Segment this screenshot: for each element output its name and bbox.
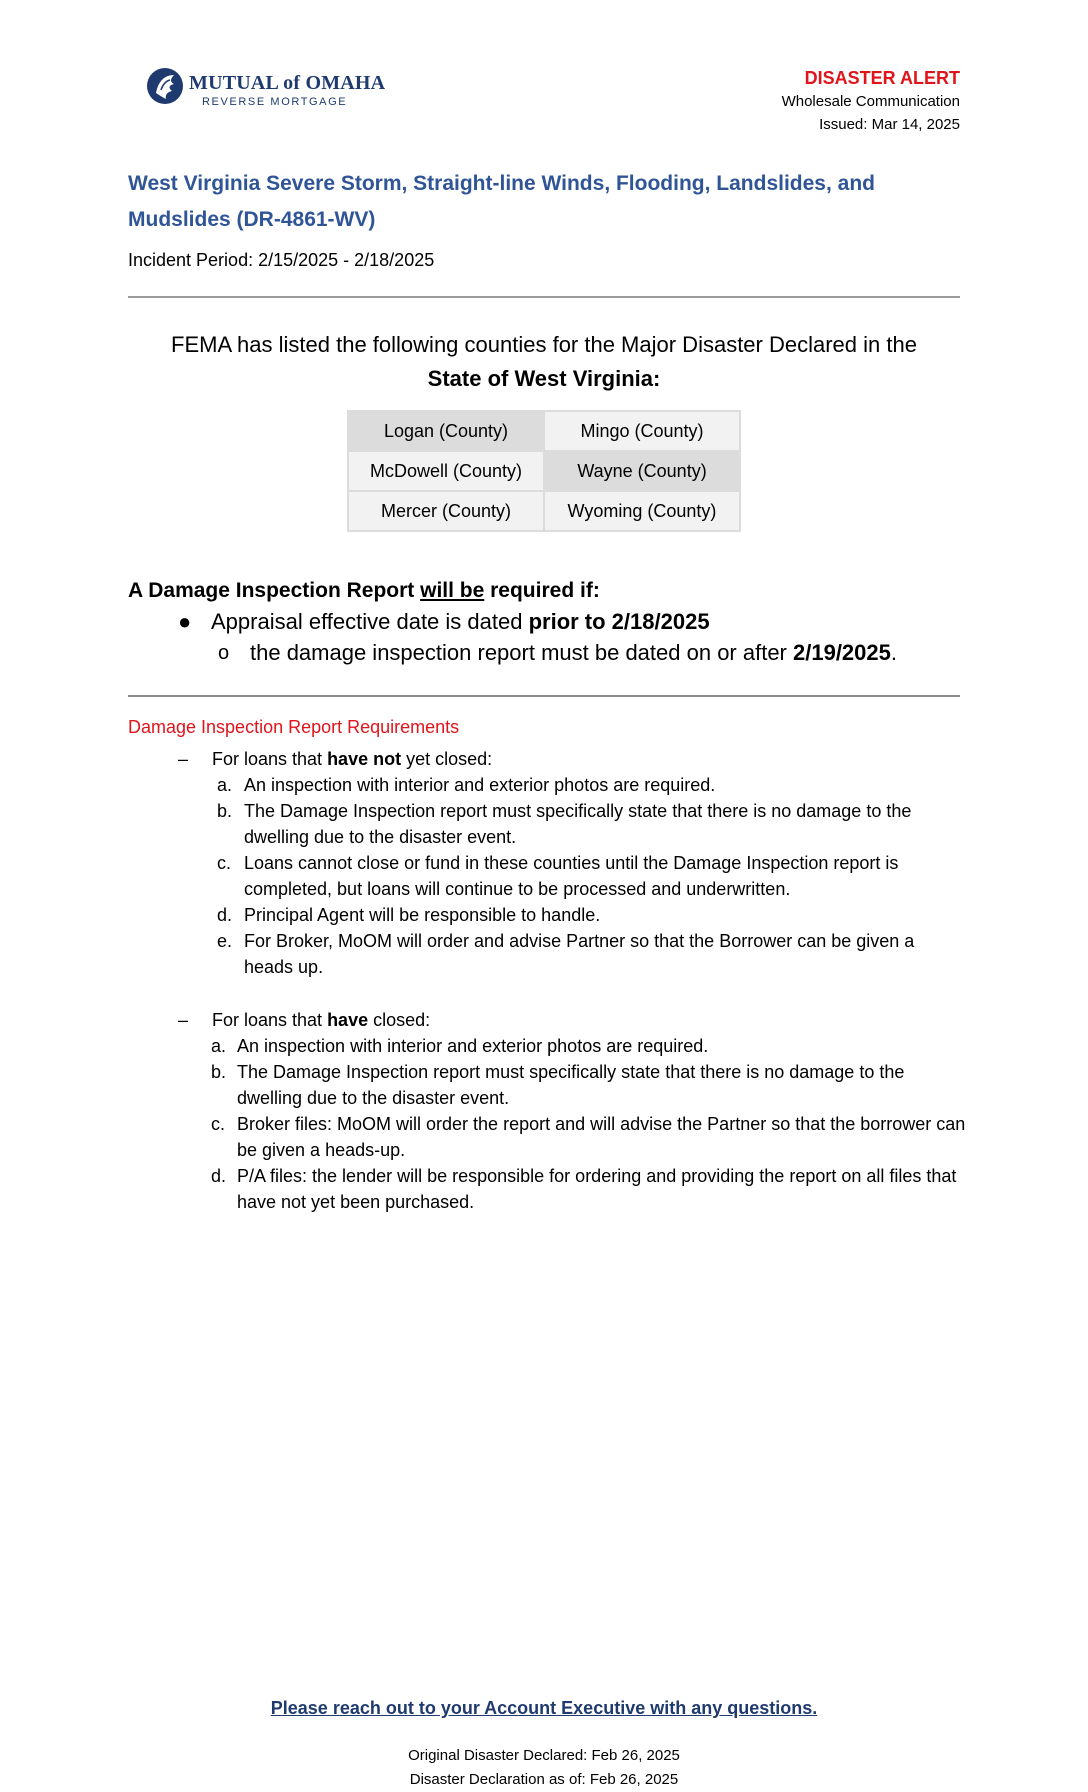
county-cell: Wyoming (County) xyxy=(544,491,740,531)
indian-head-logo-icon xyxy=(145,66,185,106)
contact-account-executive-link[interactable]: Please reach out to your Account Executive with any questions. xyxy=(270,1698,818,1718)
county-cell: Wayne (County) xyxy=(544,451,740,491)
declaration-as-of-date: Disaster Declaration as of: Feb 26, 2025 xyxy=(409,1771,679,1788)
requirement-heading-post: required if: xyxy=(484,579,600,602)
sub-bullet-bold: 2/19/2025 xyxy=(793,640,891,665)
list-item xyxy=(178,1033,968,1059)
table-row xyxy=(348,451,740,491)
requirements-title: Damage Inspection Report Requirements xyxy=(128,717,460,737)
list-marker: e. xyxy=(217,931,233,951)
fema-statement xyxy=(128,328,960,396)
lead-pre: For loans that xyxy=(212,749,328,769)
channel-label: Wholesale Communication xyxy=(781,93,960,110)
list-marker: a. xyxy=(217,775,233,795)
list-item xyxy=(178,928,968,980)
company-logo xyxy=(145,66,386,114)
declaration-dates xyxy=(0,1744,1088,1792)
bullet-text-bold: prior to 2/18/2025 xyxy=(528,609,710,634)
county-cell: Logan (County) xyxy=(348,411,544,451)
county-cell: Mercer (County) xyxy=(348,491,544,531)
list-item xyxy=(178,850,968,902)
logo-subtitle: REVERSE MORTGAGE xyxy=(202,96,348,108)
list-item-text: An inspection with interior and exterior photos are required. xyxy=(237,1036,709,1056)
logo-brand: MUTUAL of OMAHA xyxy=(189,72,386,94)
group-lead-text xyxy=(212,1007,430,1033)
bullet-dot-icon: ● xyxy=(178,609,192,634)
list-item-text: An inspection with interior and exterior photos are required. xyxy=(244,775,716,795)
bullet-text-pre: Appraisal effective date is dated xyxy=(211,609,529,634)
list-item xyxy=(178,1163,968,1215)
requirement-heading-underlined: will be xyxy=(420,579,485,602)
closed-group xyxy=(178,1007,968,1215)
bullet-text xyxy=(211,607,710,637)
list-item-text: P/A files: the lender will be responsible for ordering and providing the report on all files that have not yet been purchased. xyxy=(237,1166,957,1212)
closed-list xyxy=(178,1033,968,1215)
disaster-alert-label: DISASTER ALERT xyxy=(804,68,960,88)
list-item xyxy=(178,902,968,928)
group-lead-text xyxy=(212,746,492,772)
group-lead xyxy=(178,746,968,772)
list-marker: a. xyxy=(211,1036,227,1056)
list-marker: c. xyxy=(217,853,232,873)
fema-state: State of West Virginia: xyxy=(427,366,661,391)
sub-bullet-text xyxy=(250,638,897,668)
lead-bold: have xyxy=(327,1010,369,1030)
list-item-text: The Damage Inspection report must specifically state that there is no damage to the dwelling due to the disaster event. xyxy=(237,1062,905,1108)
county-cell: Mingo (County) xyxy=(544,411,740,451)
disaster-title: West Virginia Severe Storm, Straight-line Winds, Flooding, Landslides, and Mudslides (DR-4861-WV) xyxy=(128,172,875,231)
sub-bullet-post: . xyxy=(890,640,897,665)
list-item-text: The Damage Inspection report must specifically state that there is no damage to the dwelling due to the disaster event. xyxy=(244,801,912,847)
list-marker: d. xyxy=(217,905,233,925)
issued-date: Issued: Mar 14, 2025 xyxy=(819,116,960,133)
list-marker: c. xyxy=(211,1114,226,1134)
list-item xyxy=(178,772,968,798)
lead-post: yet closed: xyxy=(401,749,493,769)
list-marker: d. xyxy=(211,1166,227,1186)
table-row xyxy=(348,491,740,531)
dash-icon: – xyxy=(178,749,189,769)
lead-post: closed: xyxy=(368,1010,431,1030)
divider xyxy=(128,695,960,697)
sub-bullet-pre: the damage inspection report must be dated on or after xyxy=(250,640,793,665)
list-item-text: For Broker, MoOM will order and advise Partner so that the Borrower can be given a heads up. xyxy=(244,931,915,977)
requirement-heading-pre: A Damage Inspection Report xyxy=(128,579,421,602)
list-item-text: Broker files: MoOM will order the report and will advise the Partner so that the borrower can be given a heads-up. xyxy=(237,1114,966,1160)
list-item-text: Principal Agent will be responsible to handle. xyxy=(244,905,601,925)
not-closed-group xyxy=(178,746,968,980)
original-declared-date: Original Disaster Declared: Feb 26, 2025 xyxy=(408,1747,680,1764)
list-item-text: Loans cannot close or fund in these counties until the Damage Inspection report is completed, but loans will continue to be processed and underwritten. xyxy=(244,853,899,899)
group-lead xyxy=(178,1007,968,1033)
list-item xyxy=(178,1111,968,1163)
counties-table xyxy=(347,410,741,532)
list-marker: b. xyxy=(211,1062,227,1082)
incident-period: Incident Period: 2/15/2025 - 2/18/2025 xyxy=(128,250,435,270)
requirement-heading xyxy=(128,576,600,606)
not-closed-list xyxy=(178,772,968,980)
county-cell: McDowell (County) xyxy=(348,451,544,491)
fema-statement-line: FEMA has listed the following counties for the Major Disaster Declared in the xyxy=(171,332,917,357)
divider xyxy=(128,296,960,298)
lead-pre: For loans that xyxy=(212,1010,328,1030)
dash-icon: – xyxy=(178,1010,189,1030)
bullet-circle-icon: o xyxy=(218,642,230,664)
lead-bold: have not xyxy=(327,749,402,769)
list-item xyxy=(178,1059,968,1111)
list-marker: b. xyxy=(217,801,233,821)
list-item xyxy=(178,798,968,850)
table-row xyxy=(348,411,740,451)
alert-header xyxy=(782,66,960,136)
